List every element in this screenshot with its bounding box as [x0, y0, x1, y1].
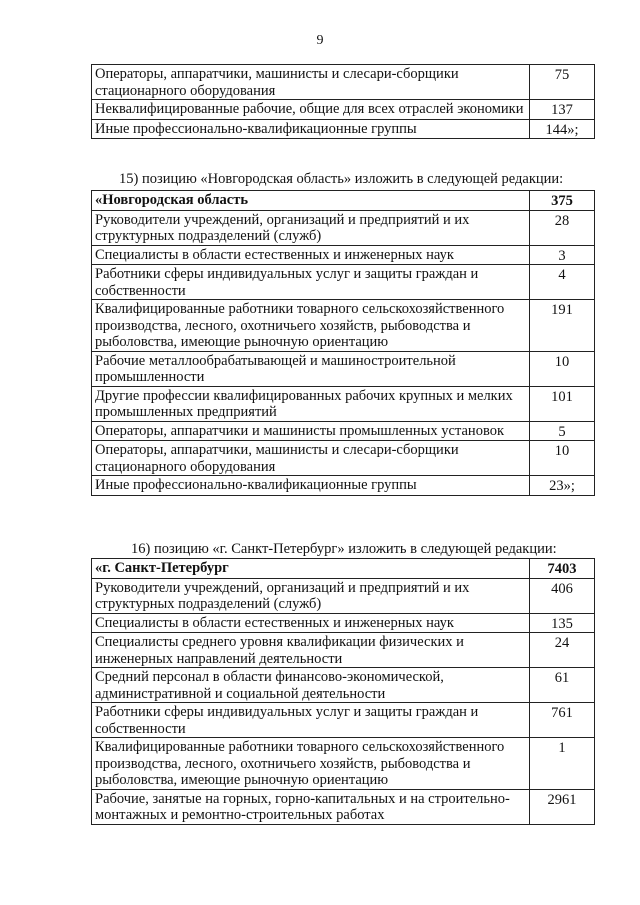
occupation-count: 761 [530, 703, 595, 738]
table-row [92, 613, 595, 633]
occupation-label: Работники сферы индивидуальных услуг и защиты граждан и собственности [92, 265, 530, 300]
table-row [92, 789, 595, 824]
table-row [92, 210, 595, 245]
occupation-label: Работники сферы индивидуальных услуг и защиты граждан и собственности [92, 703, 530, 738]
table-header-row [92, 191, 595, 211]
occupation-count: 10 [530, 351, 595, 386]
table-row [92, 633, 595, 668]
occupation-label: Иные профессионально-квалификационные группы [92, 476, 530, 496]
occupation-label: Специалисты в области естественных и инженерных наук [92, 245, 530, 265]
occupation-count: 101 [530, 386, 595, 421]
occupation-label: Другие профессии квалифицированных рабочих крупных и мелких промышленных предприятий [92, 386, 530, 421]
section-16-intro: 16) позицию «г. Санкт-Петербург» изложить в следующей редакции: [131, 541, 557, 557]
table-saint-petersburg [91, 558, 595, 825]
table-row [92, 703, 595, 738]
occupation-label: Иные профессионально-квалификационные группы [92, 119, 530, 139]
occupation-count: 3 [530, 245, 595, 265]
occupation-label: Рабочие металлообрабатывающей и машиностроительной промышленности [92, 351, 530, 386]
section-15-intro: 15) позицию «Новгородская область» изложить в следующей редакции: [119, 171, 564, 187]
table-row [92, 265, 595, 300]
region-total: 7403 [530, 559, 595, 579]
occupation-label: Квалифицированные работники товарного сельскохозяйственного производства, лесного, охотничьего хозяйств, рыбоводства и рыболовства, имеющие рыночную ориентацию [92, 300, 530, 352]
table-novgorod [91, 190, 595, 496]
occupation-count: 4 [530, 265, 595, 300]
occupation-count: 75 [530, 65, 595, 100]
region-total: 375 [530, 191, 595, 211]
occupation-label: Операторы, аппаратчики, машинисты и слесари-сборщики стационарного оборудования [92, 65, 530, 100]
occupation-count: 28 [530, 210, 595, 245]
region-name: «г. Санкт-Петербург [92, 559, 530, 579]
occupation-count: 24 [530, 633, 595, 668]
table-row [92, 351, 595, 386]
table-row [92, 421, 595, 441]
table-row [92, 245, 595, 265]
table-row [92, 668, 595, 703]
occupation-label: Специалисты в области естественных и инженерных наук [92, 613, 530, 633]
occupation-label: Руководители учреждений, организаций и предприятий и их структурных подразделений (служб) [92, 210, 530, 245]
occupation-count: 23»; [530, 476, 595, 496]
page-number: 9 [316, 33, 324, 48]
occupation-label: Руководители учреждений, организаций и предприятий и их структурных подразделений (служб) [92, 578, 530, 613]
occupation-label: Специалисты среднего уровня квалификации физических и инженерных направлений деятельности [92, 633, 530, 668]
region-name: «Новгородская область [92, 191, 530, 211]
occupation-count: 10 [530, 441, 595, 476]
occupation-label: Неквалифицированные рабочие, общие для всех отраслей экономики [92, 100, 530, 120]
occupation-count: 137 [530, 100, 595, 120]
table-row [92, 300, 595, 352]
occupation-label: Рабочие, занятые на горных, горно-капитальных и на строительно-монтажных и ремонтно-строительных работах [92, 789, 530, 824]
occupation-count: 1 [530, 738, 595, 790]
occupation-count: 5 [530, 421, 595, 441]
table-row [92, 578, 595, 613]
table-top [91, 64, 595, 139]
occupation-count: 144»; [530, 119, 595, 139]
table-row [92, 476, 595, 496]
occupation-label: Средний персонал в области финансово-экономической, административной и социальной деятельности [92, 668, 530, 703]
occupation-count: 191 [530, 300, 595, 352]
table-row [92, 441, 595, 476]
occupation-label: Операторы, аппаратчики, машинисты и слесари-сборщики стационарного оборудования [92, 441, 530, 476]
table-row [92, 738, 595, 790]
occupation-label: Квалифицированные работники товарного сельскохозяйственного производства, лесного, охотничьего хозяйств, рыбоводства и рыболовства, имеющие рыночную ориентацию [92, 738, 530, 790]
table-row [92, 386, 595, 421]
occupation-count: 2961 [530, 789, 595, 824]
occupation-count: 406 [530, 578, 595, 613]
table-row [92, 65, 595, 100]
table-row [92, 119, 595, 139]
table-header-row [92, 559, 595, 579]
occupation-label: Операторы, аппаратчики и машинисты промышленных установок [92, 421, 530, 441]
occupation-count: 135 [530, 613, 595, 633]
occupation-count: 61 [530, 668, 595, 703]
table-row [92, 100, 595, 120]
